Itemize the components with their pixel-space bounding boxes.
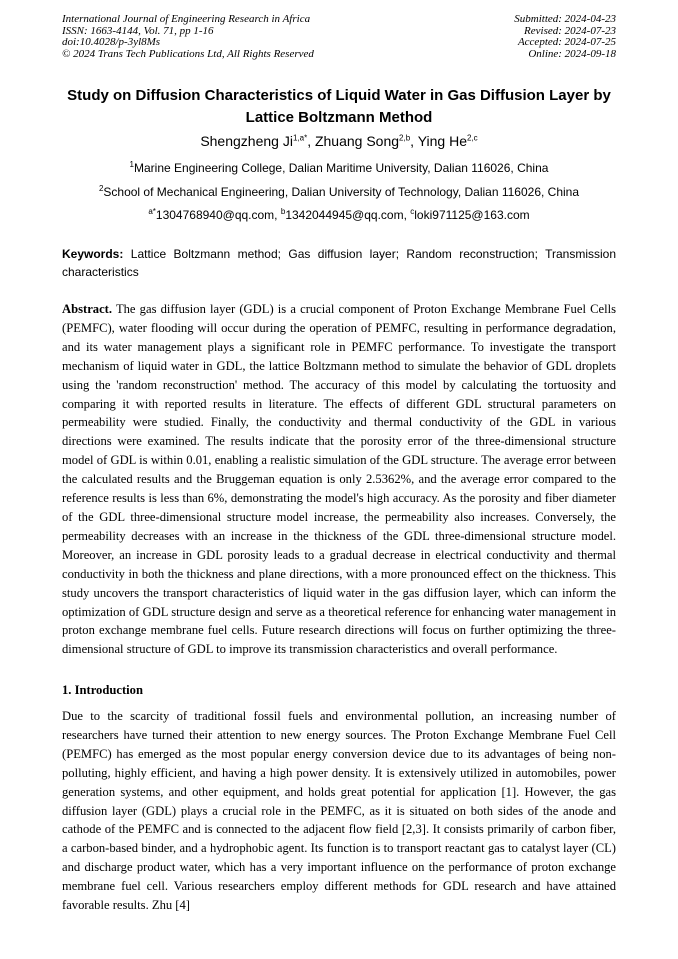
email-address: loki971125@163.com	[414, 208, 530, 222]
affiliation-text: School of Mechanical Engineering, Dalian University of Technology, Dalian 116026, China	[103, 185, 580, 199]
keywords-label: Keywords:	[62, 247, 124, 261]
abstract-text: The gas diffusion layer (GDL) is a crucial component of Proton Exchange Membrane Fuel Cells (PEMFC), water flooding will occur during the operation of PEMFC, resulting in performance degradation, and its water management plays a significant role in PEMFC performance. To investigate the transport mechanism of liquid water in GDL, the lattice Boltzmann method to simulate the behavior of GDL droplets using the 'random reconstruction' method. The accuracy of this model by calculating the tortuosity and comparing it with reported results in literature. The effects of different GDL structural parameters on permeability were studied. Finally, the conductivity and thermal conductivity of the GDL in various directions were examined. The results indicate that the porosity error of the three-dimensional structure model of GDL is within 0.01, enabling a realistic simulation of the GDL structure. The average error between the calculated results and the Bruggeman equation is only 2.5362%, and the average error compared to the reference results is less than 6%, demonstrating the model's high accuracy. As the porosity and fiber diameter of the GDL three-dimensional structure model increase, the permeability also increases. Conversely, the permeability decreases with an increase in the thickness of the GDL three-dimensional structure model. Moreover, an increase in GDL porosity leads to a gradual decrease in electrical conductivity and thermal conductivity in both the thickness and plane directions, with a more pronounced effect on the thickness. This study uncovers the transport characteristics of liquid water in the gas diffusion layer, which can inform the optimization of GDL structure design and serve as a theoretical reference for enhancing water management in proton exchange membrane fuel cells. Future research directions will focus on further optimizing the three-dimensional structure of GDL to improve its transmission characteristics and overall performance.	[62, 302, 616, 657]
affiliation-number: 2	[98, 184, 104, 193]
submitted-date: Submitted: 2024-04-23	[514, 13, 616, 25]
email-address: 1342044945@qq.com,	[285, 208, 411, 222]
keywords-paragraph	[62, 246, 616, 281]
revised-date: Revised: 2024-07-23	[524, 24, 616, 37]
keywords-text: Lattice Boltzmann method; Gas diffusion layer; Random reconstruction; Transmission characteristics	[62, 247, 616, 279]
author-separator: ,	[307, 133, 315, 149]
abstract-paragraph	[62, 300, 616, 659]
author-name: Zhuang Song	[314, 133, 400, 149]
affiliation-1	[62, 160, 616, 176]
accepted-date: Accepted: 2024-07-25	[517, 36, 616, 49]
affiliation-2	[62, 184, 616, 200]
affiliation-text: Marine Engineering College, Dalian Maritime University, Dalian 116026, China	[134, 161, 549, 175]
author-superscript: 2,b	[399, 133, 411, 143]
email-superscript: c	[410, 207, 415, 216]
author-list	[62, 132, 616, 150]
journal-header	[62, 14, 314, 60]
dates-header	[514, 14, 616, 60]
author-name: Shengzheng Ji	[200, 133, 293, 149]
issn: ISSN: 1663-4144, Vol. 71, pp 1-16	[62, 24, 214, 37]
author-name: Ying He	[417, 133, 467, 149]
author-superscript: 1,a*	[292, 133, 308, 143]
email-address: 1304768940@qq.com,	[155, 208, 281, 222]
paper-title: Study on Diffusion Characteristics of Liquid Water in Gas Diffusion Layer by Lattice Boltzmann Method	[67, 87, 611, 126]
abstract-label: Abstract.	[62, 302, 113, 316]
journal-name: International Journal of Engineering Research in Africa	[62, 13, 311, 25]
email-list	[62, 207, 616, 223]
affiliation-number: 1	[129, 160, 134, 169]
introduction-paragraph: Due to the scarcity of traditional fossil fuels and environmental pollution, an increasing number of researchers have turned their attention to new energy sources. The Proton Exchange Membrane Fuel Cell (PEMFC) has emerged as the most popular energy conversion device due to its advantages of being non-polluting, highly efficient, and having a high power density. It is extensively utilized in automobiles, power generation systems, and other equipment, and holds great potential for application [1]. However, the gas diffusion layer (GDL) plays a crucial role in the PEMFC, as it is situated on both sides of the anode and cathode of the PEMFC and is connected to the adjacent flow field [2,3]. It consists primarily of carbon fiber, a carbon-based binder, and a hydrophobic agent. Its function is to transport reactant gas to catalyst layer (CL) and discharge product water, which has a very important influence on the performance of proton exchange membrane fuel cell. Various researchers employ different methods for GDL research and have attained favorable results. Zhu [4]	[62, 709, 616, 913]
doi: doi:10.4028/p-3yl8Ms	[62, 36, 161, 49]
author-separator: ,	[410, 133, 418, 149]
online-date: Online: 2024-09-18	[528, 47, 616, 60]
section-heading-introduction: 1. Introduction	[62, 683, 143, 697]
author-superscript: 2,c	[467, 133, 478, 143]
email-superscript: b	[280, 207, 286, 216]
copyright: © 2024 Trans Tech Publications Ltd, All Rights Reserved	[62, 47, 314, 60]
email-superscript: a*	[148, 207, 156, 216]
